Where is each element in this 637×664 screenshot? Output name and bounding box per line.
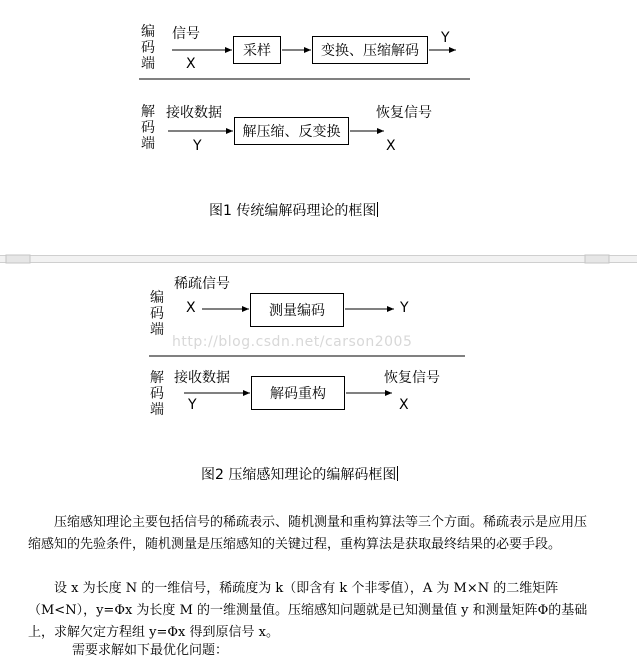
- page-divider: [0, 255, 637, 263]
- fig1-signal-label: 信号: [172, 26, 200, 42]
- fig2-y-label: Y: [400, 300, 409, 316]
- fig2-caption: 图2 压缩感知理论的编解码框图: [201, 467, 397, 483]
- fig1-receive-data-label: 接收数据: [166, 105, 222, 121]
- fig2-receive-data-label: 接收数据: [174, 370, 230, 386]
- fig1-caption: 图1 传统编解码理论的框图: [209, 203, 377, 219]
- fig1-decoder-side-label: 解 码 端: [141, 104, 155, 152]
- fig1-recover-signal-label: 恢复信号: [376, 105, 432, 121]
- fig1-sampling-box: 采样: [233, 36, 281, 64]
- fig2-dec-x-label: X: [399, 397, 409, 413]
- fig2-decoder-side-label: 解 码 端: [150, 370, 164, 418]
- fig2-sparse-signal-label: 稀疏信号: [174, 276, 230, 292]
- fig1-transform-compress-box: 变换、压缩解码: [312, 36, 428, 64]
- body-paragraph-3: 需要求解如下最优化问题：: [72, 643, 229, 658]
- fig1-decompress-box: 解压缩、反变换: [234, 117, 349, 145]
- fig1-x-label: X: [186, 56, 196, 72]
- fig1-dec-y-label: Y: [193, 138, 202, 154]
- fig1-encoder-side-label: 编 码 端: [141, 24, 155, 72]
- fig2-dec-y-label: Y: [188, 397, 197, 413]
- fig2-decode-reconstruct-box: 解码重构: [251, 376, 345, 410]
- fig1-dec-x-label: X: [386, 138, 396, 154]
- fig2-watermark: http://blog.csdn.net/carson2005: [172, 334, 413, 350]
- body-paragraph-2: 设 x 为长度 N 的一维信号，稀疏度为 k（即含有 k 个非零值），A 为 M×N 的二维矩阵（M<N），y=Φx 为长度 M 的一维测量值。压缩感知问题就是已知测量值 y 和测量矩阵Φ的基础上，求解欠定方程组 y=Φx 得到原信号 x。: [28, 581, 588, 640]
- fig2-encoder-side-label: 编 码 端: [150, 290, 164, 338]
- fig2-measurement-encoding-box: 测量编码: [250, 293, 344, 327]
- fig1-y-label: Y: [441, 30, 450, 46]
- fig2-x-label: X: [186, 300, 196, 316]
- fig2-recover-signal-label: 恢复信号: [384, 370, 440, 386]
- body-paragraph-1: 压缩感知理论主要包括信号的稀疏表示、随机测量和重构算法等三个方面。稀疏表示是应用压缩感知的先验条件，随机测量是压缩感知的关键过程，重构算法是获取最终结果的必要手段。: [28, 515, 588, 552]
